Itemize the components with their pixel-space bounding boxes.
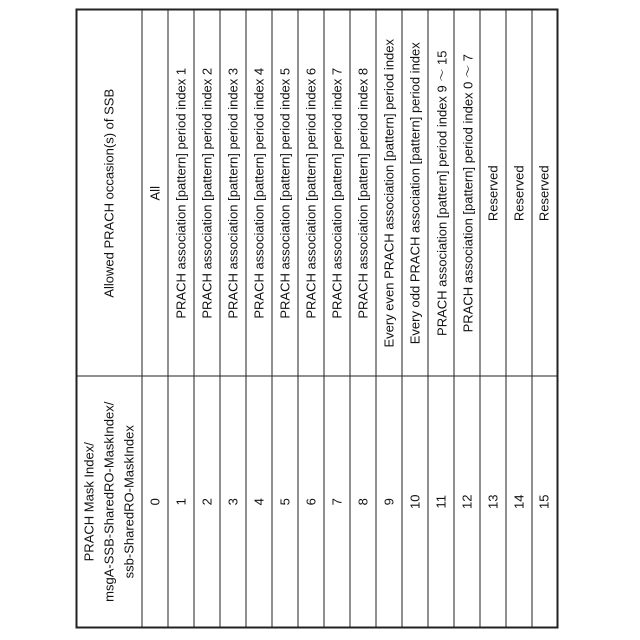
prach-mask-index-table — [76, 9, 559, 629]
value-cell: PRACH association [pattern] period index 3 — [220, 10, 246, 377]
header-cell-allowed-occasions: Allowed PRACH occasion(s) of SSB — [77, 10, 142, 377]
value-cell: PRACH association [pattern] period index 4 — [246, 10, 272, 377]
value-cell: PRACH association [pattern] period index 0 ～ 7 — [454, 10, 480, 377]
index-cell: 7 — [324, 377, 350, 628]
index-cell: 5 — [272, 377, 298, 628]
index-cell: 4 — [246, 377, 272, 628]
value-cell: PRACH association [pattern] period index 7 — [324, 10, 350, 377]
value-cell: PRACH association [pattern] period index 6 — [298, 10, 324, 377]
table-row — [402, 10, 428, 628]
table-row — [532, 10, 558, 628]
rotated-table-container — [76, 11, 559, 629]
index-cell: 14 — [506, 377, 532, 628]
table-row — [142, 10, 168, 628]
header-line-1: PRACH Mask Index/ — [81, 442, 97, 562]
table-row — [246, 10, 272, 628]
table-row — [272, 10, 298, 628]
value-cell: All — [142, 10, 168, 377]
value-cell: Reserved — [480, 10, 506, 377]
index-cell: 12 — [454, 377, 480, 628]
index-cell: 13 — [480, 377, 506, 628]
value-cell: PRACH association [pattern] period index 8 — [350, 10, 376, 377]
value-cell: Every odd PRACH association [pattern] period index — [402, 10, 428, 377]
table-row — [298, 10, 324, 628]
table-row — [168, 10, 194, 628]
table-row — [376, 10, 402, 628]
index-cell: 8 — [350, 377, 376, 628]
value-cell: PRACH association [pattern] period index 5 — [272, 10, 298, 377]
value-cell: Reserved — [532, 10, 558, 377]
table-row — [220, 10, 246, 628]
value-cell: PRACH association [pattern] period index 1 — [168, 10, 194, 377]
header-row — [77, 10, 142, 628]
value-cell: PRACH association [pattern] period index 2 — [194, 10, 220, 377]
index-cell: 3 — [220, 377, 246, 628]
table-row — [480, 10, 506, 628]
index-cell: 1 — [168, 377, 194, 628]
value-cell: PRACH association [pattern] period index 9 ～ 15 — [428, 10, 454, 377]
table-row — [350, 10, 376, 628]
value-cell: Every even PRACH association [pattern] period index — [376, 10, 402, 377]
table-row — [324, 10, 350, 628]
header-cell-mask-index — [77, 377, 142, 628]
table-row — [454, 10, 480, 628]
index-cell: 6 — [298, 377, 324, 628]
index-cell: 0 — [142, 377, 168, 628]
table-row — [428, 10, 454, 628]
table-row — [194, 10, 220, 628]
header-line-2: msgA-SSB-SharedRO-MaskIndex/ — [101, 401, 117, 602]
index-cell: 2 — [194, 377, 220, 628]
index-cell: 11 — [428, 377, 454, 628]
index-cell: 15 — [532, 377, 558, 628]
table-row — [506, 10, 532, 628]
index-cell: 10 — [402, 377, 428, 628]
index-cell: 9 — [376, 377, 402, 628]
header-line-3: ssb-SharedRO-MaskIndex — [121, 425, 137, 579]
value-cell: Reserved — [506, 10, 532, 377]
